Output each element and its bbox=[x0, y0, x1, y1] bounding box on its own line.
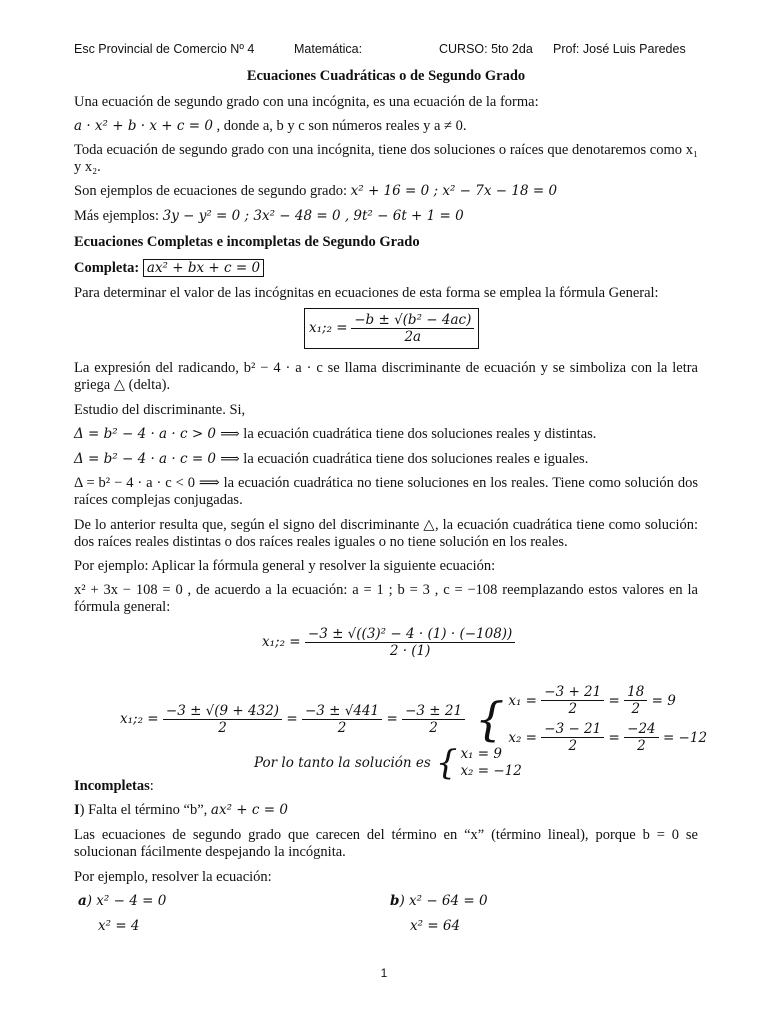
resolution-frac3-num: −3 ± 21 bbox=[402, 703, 465, 720]
paragraph-discriminant-summary: De lo anterior resulta que, según el signo del discriminante △, la ecuación cuadrática tiene como solución: dos raíces reales distintas o dos raíces reales iguales o no tiene solución en los reales. bbox=[74, 517, 698, 550]
resolution-lhs: x₁;₂ = bbox=[120, 711, 159, 727]
example-resolution: x₁;₂ = $\frac{-3 \pm √(9 + 432)}{2}$ = $\frac{-3 \pm √441}{2}$ = $\frac{-3 \pm 21}{2}$ { x₁ = $\frac{-3 + 21}{2}$ = $\frac{18}{2}$ = 9 x₂ = $\frac{-3 - 21}{2}$ = $\frac{-24}{2}$ = −12 bbox=[120, 684, 708, 754]
example-a-equation: ) x² − 4 = 0 bbox=[86, 893, 167, 909]
solution-text: Por lo tanto la solución es bbox=[254, 755, 431, 771]
substitution-lhs: x₁;₂ = bbox=[262, 634, 301, 650]
root-x2-line: x₂ = $\frac{-3 - 21}{2}$ = $\frac{-24}{2}$ = −12 bbox=[508, 721, 708, 754]
paragraph-no-linear-term: Las ecuaciones de segundo grado que carecen del término en “x” (término lineal), porque b = 0 se solucionan fácilmente despejando la incógnita. bbox=[74, 827, 698, 860]
example-substitution bbox=[262, 626, 515, 659]
example-b-equation: ) x² − 64 = 0 bbox=[399, 893, 488, 909]
case-text: ) Falta el término “b”, bbox=[79, 802, 208, 818]
resolution-frac1-den: 2 bbox=[218, 719, 227, 736]
example-b-label: b bbox=[390, 893, 400, 909]
paragraph-more-examples bbox=[74, 208, 698, 225]
examples-math: x² + 16 = 0 ; x² − 7x − 18 = 0 bbox=[350, 183, 558, 199]
substitution-numerator: −3 ± √((3)² − 4 · (1) · (−108)) bbox=[305, 626, 515, 643]
solution-x1: x₁ = 9 bbox=[460, 746, 502, 762]
resolution-frac3-den: 2 bbox=[429, 719, 438, 736]
resolution-frac1-num: −3 ± √(9 + 432) bbox=[163, 703, 282, 720]
paragraph-definition: Una ecuación de segundo grado con una incógnita, es una ecuación de la forma: bbox=[74, 94, 539, 110]
paragraph-discriminant-definition: La expresión del radicando, b² − 4 · a · c se llama discriminante de ecuación y se simboliza con la letra griega △ (delta). bbox=[74, 360, 698, 393]
paragraph-general-form bbox=[74, 118, 698, 135]
paragraph-solve-example: Por ejemplo, resolver la ecuación: bbox=[74, 869, 272, 885]
general-form-math: a · x² + b · x + c = 0 bbox=[74, 118, 213, 134]
paragraph-example-intro: Por ejemplo: Aplicar la fórmula general y resolver la siguiente ecuación: bbox=[74, 558, 496, 574]
resolution-frac2-den: 2 bbox=[337, 719, 347, 736]
case-positive-math: Δ = b² − 4 · a · c > 0 ⟹ bbox=[74, 426, 240, 442]
formula-lhs: x₁;₂ = bbox=[309, 319, 348, 336]
case-number: I bbox=[74, 802, 80, 818]
general-form-text: , donde a, b y c son números reales y a ≠ 0. bbox=[216, 118, 467, 134]
solution-line: Por lo tanto la solución es { x₁ = 9 x₂ = −12 bbox=[254, 743, 522, 783]
document-title: Ecuaciones Cuadráticas o de Segundo Grado bbox=[246, 68, 526, 84]
case-missing-b bbox=[74, 802, 698, 819]
general-formula-box bbox=[304, 308, 479, 349]
formula-denominator: 2a bbox=[404, 329, 422, 345]
header-school: Esc Provincial de Comercio Nº 4 bbox=[74, 42, 255, 56]
paragraph-general-formula-intro: Para determinar el valor de las incógnitas en ecuaciones de esta forma se emplea la fórmula General: bbox=[74, 285, 659, 301]
root-x1-line: x₁ = $\frac{-3 + 21}{2}$ = $\frac{18}{2}$ = 9 bbox=[508, 684, 676, 717]
example-a-step: x² = 4 bbox=[98, 918, 140, 934]
paragraph-example-values: x² + 3x − 108 = 0 , de acuerdo a la ecuación: a = 1 ; b = 3 , c = −108 reemplazando estos valores en la fórmula general: bbox=[74, 582, 698, 615]
heading-incompletas: Incompletas: bbox=[74, 778, 154, 794]
examples-label: Son ejemplos de ecuaciones de segundo grado: bbox=[74, 183, 348, 199]
example-a bbox=[78, 893, 166, 910]
paragraph-examples bbox=[74, 183, 698, 200]
complete-equation-box: ax² + bx + c = 0 bbox=[143, 259, 264, 277]
case-positive-text: la ecuación cuadrática tiene dos soluciones reales y distintas. bbox=[243, 426, 597, 442]
discriminant-case-positive bbox=[74, 426, 698, 443]
complete-label: Completa bbox=[74, 260, 135, 276]
substitution-denominator: 2 · (1) bbox=[389, 643, 431, 659]
case-zero-math: Δ = b² − 4 · a · c = 0 ⟹ bbox=[74, 451, 240, 467]
discriminant-case-zero bbox=[74, 451, 698, 468]
section-heading-complete-incomplete: Ecuaciones Completas e incompletas de Segundo Grado bbox=[74, 234, 420, 250]
more-examples-math: 3y − y² = 0 ; 3x² − 48 = 0 , 9t² − 6t + 1 = 0 bbox=[162, 208, 464, 224]
resolution-frac2-num: −3 ± √441 bbox=[302, 703, 382, 720]
page-number: 1 bbox=[380, 966, 388, 980]
case-math: ax² + c = 0 bbox=[210, 802, 288, 818]
formula-numerator: −b ± √(b² − 4ac) bbox=[351, 312, 474, 329]
header-subject: Matemática: bbox=[294, 42, 363, 56]
header-course: CURSO: 5to 2da bbox=[439, 42, 533, 56]
paragraph-roots: Toda ecuación de segundo grado con una incógnita, tiene dos soluciones o raíces que denotaremos como x₁ y x₂. bbox=[74, 142, 698, 175]
more-examples-label: Más ejemplos: bbox=[74, 208, 159, 224]
complete-equation-line: Completa: ax² + bx + c = 0 bbox=[74, 260, 698, 277]
case-zero-text: la ecuación cuadrática tiene dos soluciones reales e iguales. bbox=[243, 451, 589, 467]
example-b-step: x² = 64 bbox=[410, 918, 461, 934]
paragraph-discriminant-study: Estudio del discriminante. Si, bbox=[74, 402, 246, 418]
example-b bbox=[390, 893, 488, 910]
discriminant-case-negative: Δ = b² − 4 · a · c < 0 ⟹ la ecuación cuadrática no tiene soluciones en los reales. Tiene como solución dos raíces complejas conjugadas. bbox=[74, 475, 698, 508]
example-a-label: a bbox=[78, 893, 87, 909]
solution-x2: x₂ = −12 bbox=[460, 763, 522, 779]
header-professor: Prof: José Luis Paredes bbox=[553, 42, 686, 56]
